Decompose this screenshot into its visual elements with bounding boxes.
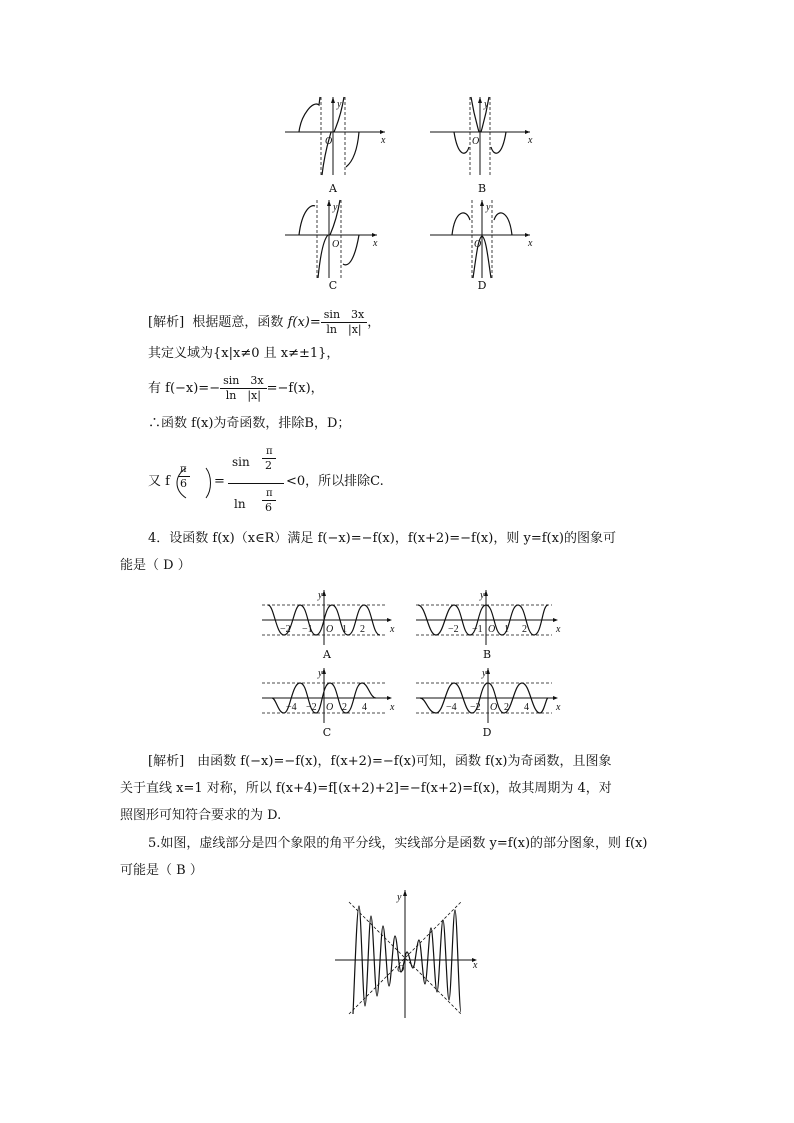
q3-graph-d [430,198,540,278]
svg-text:x: x [390,702,395,713]
svg-text:4: 4 [362,702,367,713]
svg-text:O: O [474,239,482,250]
q3-graph-a [285,95,395,175]
svg-text:x: x [528,135,533,146]
svg-text:y: y [482,668,487,679]
svg-text:y: y [318,590,323,601]
svg-text:y: y [333,202,338,213]
q4-stem-line2: 能是（ D ） [120,558,191,573]
svg-text:x: x [473,960,478,971]
q4-option-c-label: C [322,726,332,739]
svg-text:y: y [486,202,491,213]
q3-option-d-label: D [477,279,487,292]
svg-text:1: 1 [504,624,509,635]
svg-text:y: y [337,99,342,110]
q4-option-d-label: D [482,726,492,739]
q4-graph-b [416,590,566,645]
svg-text:−1: −1 [472,624,483,635]
q5-stem-line1: 5.如图，虚线部分是四个象限的角平分线，实线部分是函数 y=f(x)的部分图象，则 f(x) [148,836,648,851]
q3-solution-line5: 又 f π 6 = sin π 2 ln π 6 <0，所以排除C. [148,446,384,514]
svg-text:−1: −1 [302,624,313,635]
svg-text:2: 2 [504,702,509,713]
q4-graph-c [262,668,402,723]
svg-text:2: 2 [360,624,365,635]
q4-stem-line1: 4．设函数 f(x)（x∈R）满足 f(−x)=−f(x)，f(x+2)=−f(x)，则 y=f(x)的图象可 [148,531,616,546]
q4-solution-line3: 照图形可知符合要求的为 D. [120,808,282,823]
svg-text:−2: −2 [280,624,291,635]
q3-solution-line4: ∴函数 f(x)为奇函数，排除B，D； [148,416,351,431]
svg-text:x: x [556,702,561,713]
q4-graph-d [416,668,566,723]
svg-text:−2: −2 [448,624,459,635]
q4-solution-line1: [解析] 由函数 f(−x)=−f(x)，f(x+2)=−f(x)可知，函数 f(x)为奇函数，且图象 [148,754,612,769]
q4-graph-a [262,590,402,645]
svg-text:−4: −4 [286,702,297,713]
svg-text:O: O [325,136,333,147]
svg-text:O: O [397,964,405,975]
q4-option-a-label: A [323,648,331,661]
q3-solution-line2: 其定义域为{x|x≠0 且 x≠±1}， [148,346,340,361]
svg-text:4: 4 [524,702,529,713]
svg-text:x: x [381,135,386,146]
q3-graph-b [430,95,540,175]
q4-solution-line2: 关于直线 x=1 对称，所以 f(x+4)=f[(x+2)+2]=−f(x+2)=f(x)，故其周期为 4，对 [120,781,612,796]
q3-option-b-label: B [477,182,487,195]
svg-text:2: 2 [522,624,527,635]
q3-option-a-label: A [329,182,337,195]
svg-text:O: O [332,239,340,250]
svg-text:−2: −2 [470,702,481,713]
svg-text:y: y [484,99,489,110]
q3-solution-line1: [解析] 根据题意，函数 f(x)= $\frac{\sin 3x}{\ln |x|}$ ， [148,308,381,336]
svg-text:2: 2 [342,702,347,713]
svg-text:y: y [480,590,485,601]
q4-option-b-label: B [482,648,492,661]
svg-text:x: x [373,238,378,249]
svg-text:1: 1 [342,624,347,635]
svg-text:O: O [490,702,498,713]
q3-option-c-label: C [328,279,338,292]
svg-text:x: x [556,624,561,635]
q3-graph-c [285,198,395,278]
svg-text:−4: −4 [446,702,457,713]
svg-text:y: y [397,892,402,903]
svg-text:x: x [390,624,395,635]
svg-text:−2: −2 [306,702,317,713]
q5-stem-line2: 可能是（ B ） [120,863,203,878]
svg-text:O: O [488,624,496,635]
svg-text:O: O [472,136,480,147]
svg-text:x: x [528,238,533,249]
svg-text:O: O [326,624,334,635]
q3-solution-line3: 有 f(−x)=− $\frac{\sin 3x}{\ln |x|}$ =−f(x)， [148,374,324,402]
svg-text:O: O [326,702,334,713]
svg-text:y: y [318,668,323,679]
q5-graph [335,888,485,1018]
